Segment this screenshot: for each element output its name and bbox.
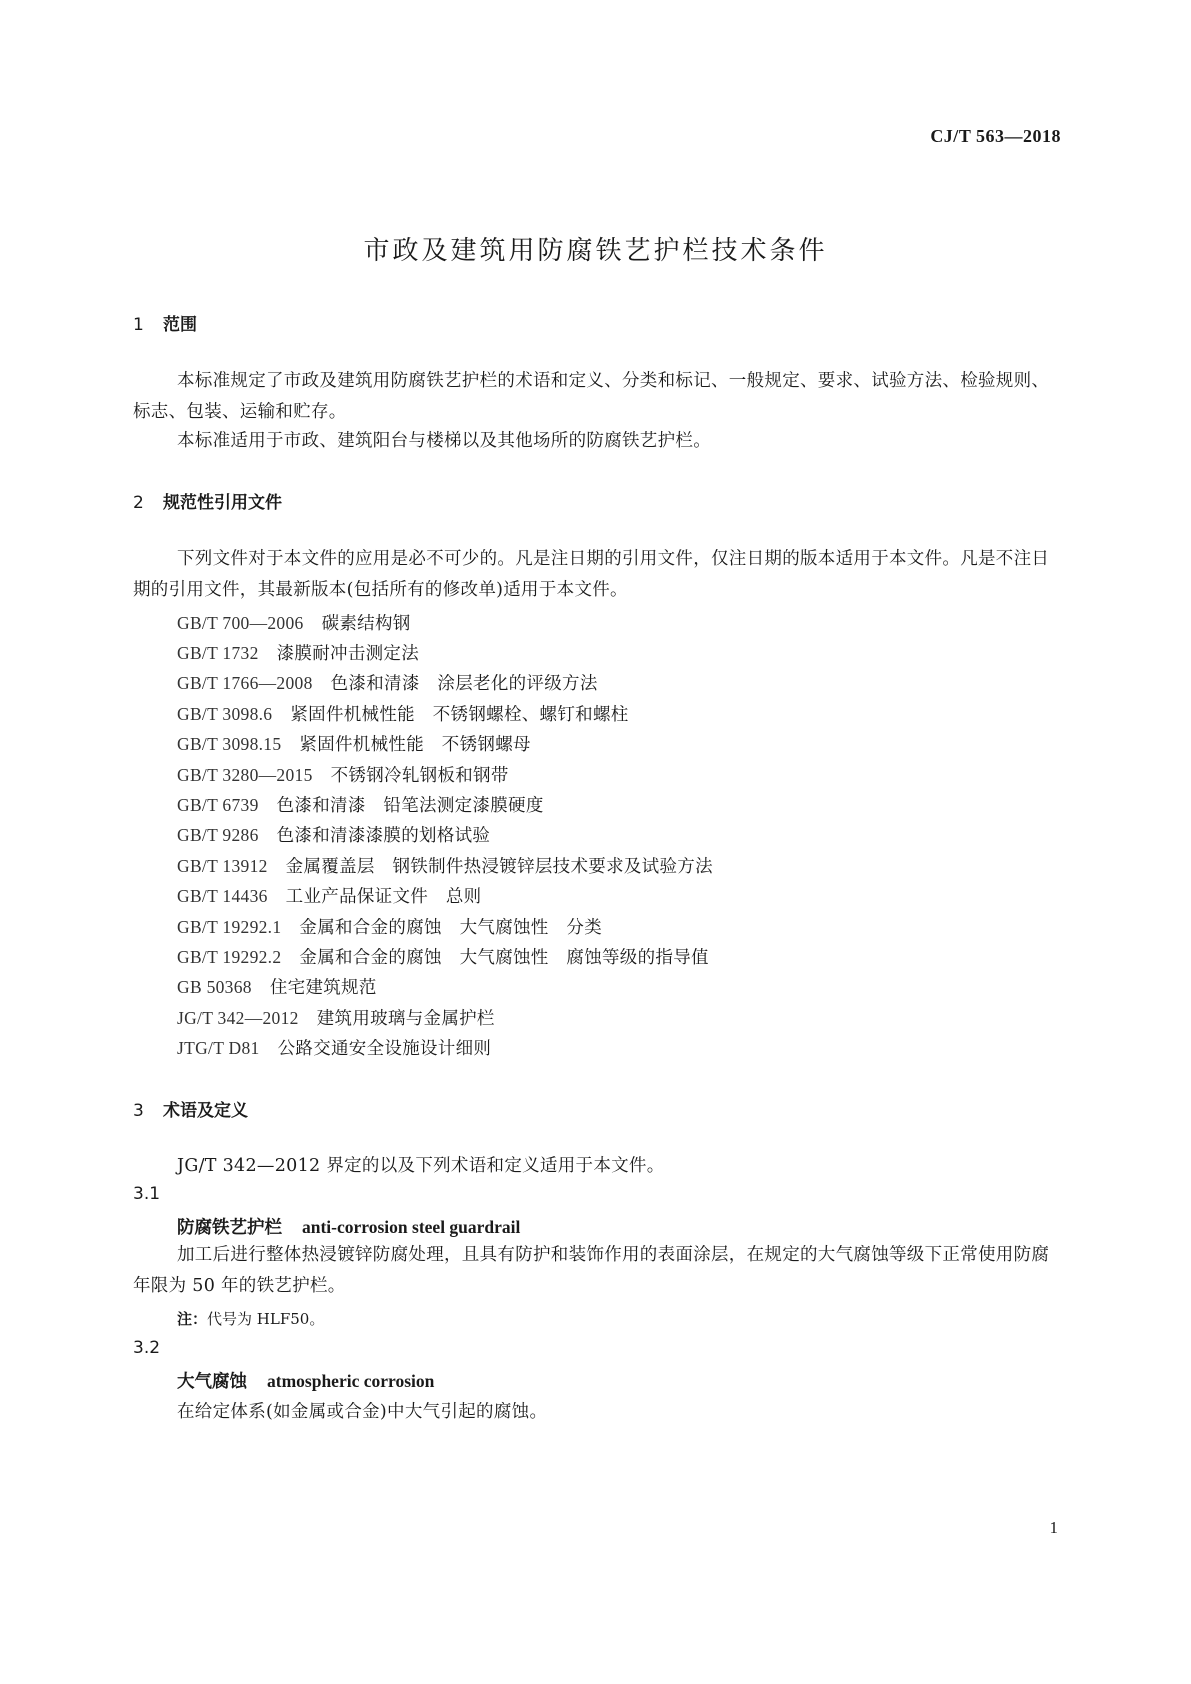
reference-item: GB/T 700—2006 碳素结构钢 — [177, 613, 411, 634]
note-text: 代号为 HLF50。 — [207, 1310, 325, 1328]
section-number: 1 — [133, 315, 144, 335]
term-definition: 在给定体系(如金属或合金)中大气引起的腐蚀。 — [177, 1402, 548, 1422]
term-english: atmospheric corrosion — [267, 1371, 435, 1391]
section-2-paragraph-1: 下列文件对于本文件的应用是必不可少的。凡是注日期的引用文件，仅注日期的版本适用于本文件。凡是不注日期的引用文件，其最新版本(包括所有的修改单)适用于本文件。 — [133, 549, 1050, 600]
term-chinese: 防腐铁艺护栏 — [177, 1218, 282, 1238]
note-label: 注： — [177, 1310, 208, 1328]
section-2-heading — [133, 488, 282, 513]
reference-item: GB/T 3098.15 紧固件机械性能 不锈钢螺母 — [177, 734, 531, 755]
reference-item: GB/T 1732 漆膜耐冲击测定法 — [177, 643, 420, 664]
reference-item: GB/T 19292.1 金属和合金的腐蚀 大气腐蚀性 分类 — [177, 917, 603, 938]
section-number: 3 — [133, 1101, 144, 1121]
reference-item: GB/T 9286 色漆和清漆漆膜的划格试验 — [177, 825, 491, 846]
reference-item: JTG/T D81 公路交通安全设施设计细则 — [177, 1038, 492, 1059]
reference-item: GB/T 3098.6 紧固件机械性能 不锈钢螺栓、螺钉和螺柱 — [177, 704, 629, 725]
section-title: 规范性引用文件 — [163, 493, 282, 513]
reference-item: GB/T 6739 色漆和清漆 铅笔法测定漆膜硬度 — [177, 795, 544, 816]
page-title: 市政及建筑用防腐铁艺护栏技术条件 — [363, 236, 828, 266]
section-1-heading — [133, 310, 197, 335]
reference-item: GB/T 3280—2015 不锈钢冷轧钢板和钢带 — [177, 765, 509, 786]
reference-item: JG/T 342—2012 建筑用玻璃与金属护栏 — [177, 1008, 495, 1029]
section-1-paragraph-1: 本标准规定了市政及建筑用防腐铁艺护栏的术语和定义、分类和标记、一般规定、要求、试验方法、检验规则、标志、包装、运输和贮存。 — [133, 371, 1050, 422]
section-3-intro: JG/T 342—2012 界定的以及下列术语和定义适用于本文件。 — [177, 1156, 665, 1176]
term-number: 3.2 — [133, 1338, 161, 1358]
section-title: 范围 — [163, 315, 197, 335]
term-heading — [177, 1368, 434, 1393]
page-number: 1 — [1049, 1518, 1058, 1537]
reference-item: GB/T 14436 工业产品保证文件 总则 — [177, 886, 482, 907]
reference-item: GB 50368 住宅建筑规范 — [177, 977, 377, 998]
section-number: 2 — [133, 493, 144, 513]
reference-item: GB/T 1766—2008 色漆和清漆 涂层老化的评级方法 — [177, 673, 598, 694]
term-heading — [177, 1214, 520, 1239]
section-1-paragraph-2: 本标准适用于市政、建筑阳台与楼梯以及其他场所的防腐铁艺护栏。 — [177, 431, 711, 451]
reference-item: GB/T 13912 金属覆盖层 钢铁制件热浸镀锌层技术要求及试验方法 — [177, 856, 713, 877]
term-chinese: 大气腐蚀 — [177, 1372, 247, 1392]
term-english: anti-corrosion steel guardrail — [302, 1217, 521, 1237]
document-code: CJ/T 563—2018 — [930, 126, 1061, 146]
term-note — [177, 1308, 324, 1329]
section-title: 术语及定义 — [163, 1101, 248, 1121]
term-number: 3.1 — [133, 1184, 161, 1204]
section-3-heading — [133, 1096, 248, 1121]
term-definition: 加工后进行整体热浸镀锌防腐处理，且具有防护和装饰作用的表面涂层，在规定的大气腐蚀等级下正常使用防腐年限为 50 年的铁艺护栏。 — [133, 1245, 1050, 1296]
reference-item: GB/T 19292.2 金属和合金的腐蚀 大气腐蚀性 腐蚀等级的指导值 — [177, 947, 709, 968]
